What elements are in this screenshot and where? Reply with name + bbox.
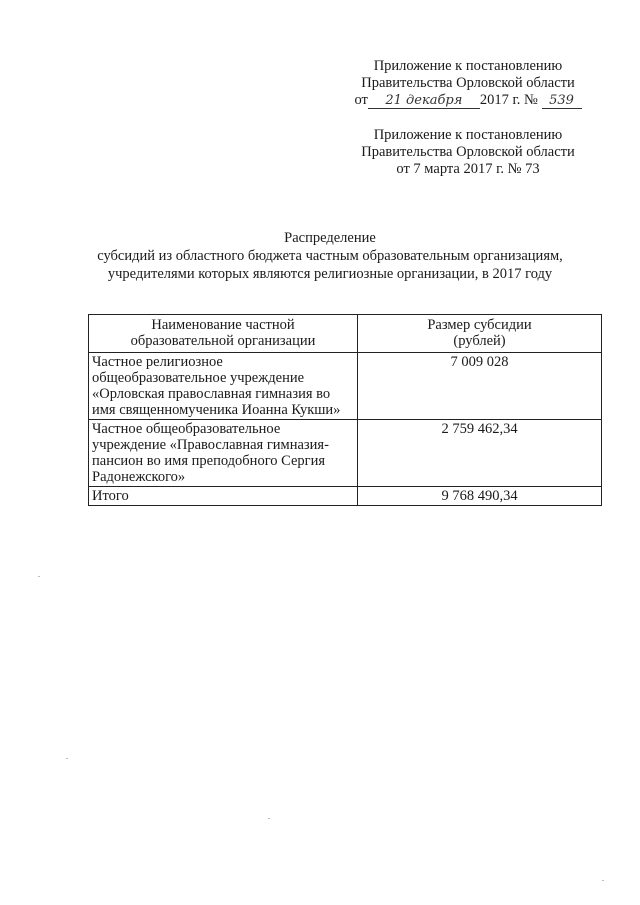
date-year-number: 2017 г. № <box>479 92 538 108</box>
table-row <box>89 353 602 420</box>
appendix-original-line2: Правительства Орловской области <box>361 144 575 160</box>
appendix-current-line2: Правительства Орловской области <box>361 75 575 91</box>
appendix-current-line1: Приложение к постановлению <box>373 58 563 74</box>
title-line3: учредителями которых являются религиозные организации, в 2017 году <box>107 266 553 282</box>
appendix-original-line3: от 7 марта 2017 г. № 73 <box>396 161 540 177</box>
appendix-current <box>352 58 584 109</box>
table-header-row <box>89 315 602 353</box>
row-organization-name: Частное общеобразовательное учреждение «Православная гимназия-пансион во имя преподобного Сергия Радонежского» <box>89 420 358 487</box>
document-title <box>80 229 580 283</box>
date-prefix: от <box>354 92 368 108</box>
header-amount <box>358 315 602 353</box>
total-amount: 9 768 490,34 <box>358 487 602 506</box>
subsidy-table <box>88 314 602 506</box>
header-organization-line1: Наименование частной <box>151 317 295 333</box>
appendix-current-date-line <box>352 92 584 109</box>
table-row <box>89 420 602 487</box>
row-amount: 7 009 028 <box>358 353 602 420</box>
handwritten-date: 21 декабря <box>368 94 480 109</box>
total-label: Итого <box>89 487 358 506</box>
scan-speck <box>602 880 604 881</box>
title-heading: Распределение <box>284 230 376 246</box>
handwritten-number: 539 <box>542 94 582 109</box>
scan-speck <box>66 758 68 759</box>
scan-speck <box>268 818 270 819</box>
scan-speck <box>38 576 40 577</box>
header-organization-line2: образовательной организации <box>130 333 316 349</box>
header-organization <box>89 315 358 353</box>
appendix-original <box>352 127 584 178</box>
title-line2: субсидий из областного бюджета частным образовательным организациям, <box>97 248 563 264</box>
row-organization-name: Частное религиозное общеобразовательное учреждение «Орловская православная гимназия во имя священномученика Иоанна Кукши» <box>89 353 358 420</box>
row-amount: 2 759 462,34 <box>358 420 602 487</box>
header-amount-line2: (рублей) <box>453 333 506 349</box>
header-amount-line1: Размер субсидии <box>427 317 532 333</box>
table-total-row <box>89 487 602 506</box>
appendix-original-line1: Приложение к постановлению <box>373 127 563 143</box>
